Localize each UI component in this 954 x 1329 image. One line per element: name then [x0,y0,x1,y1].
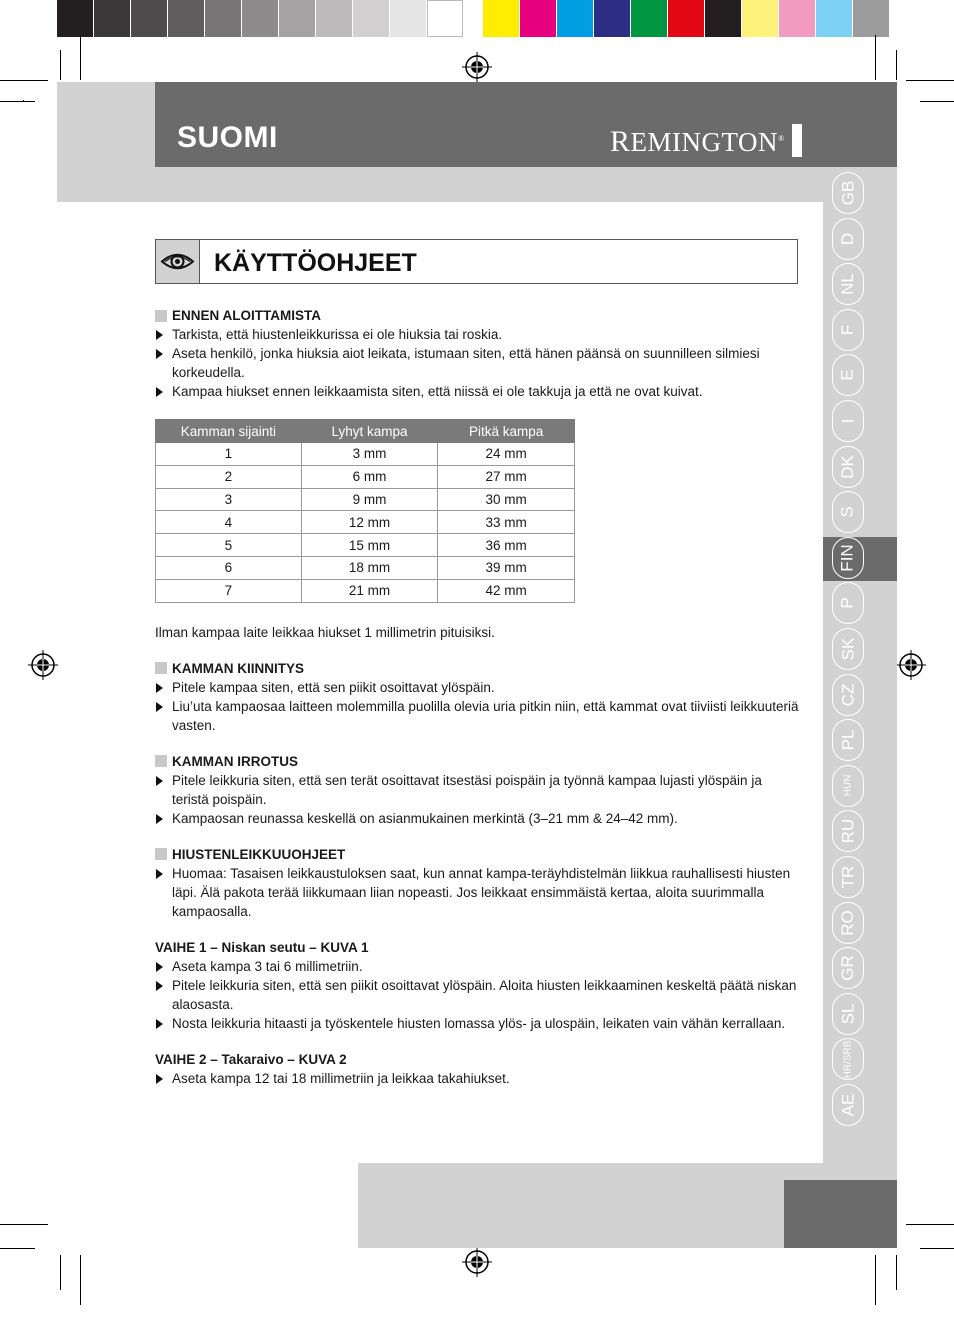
crop-mark [0,101,35,102]
color-swatch [557,0,593,37]
language-tab-nl[interactable] [832,263,864,305]
list-item: Tarkista, että hiustenleikkurissa ei ole hiuksia tai roskia. [155,325,800,344]
registration-mark-icon [462,1247,492,1277]
brand-initial: R [610,125,631,158]
crop-mark [906,1224,954,1225]
color-swatch [427,0,463,37]
crop-mark [80,1255,81,1305]
language-tab-dk[interactable] [832,446,864,488]
language-tab-hr-srb[interactable] [832,1038,864,1080]
color-swatch [631,0,667,37]
table-cell: 18 mm [301,556,438,579]
page-title: SUOMI [177,121,278,154]
list-item: Pitele leikkuria siten, että sen terät osoittavat itsestäsi poispäin ja työnnä kampaa lujasti ylöspäin ja teristä poispäin. [155,771,800,809]
language-tab-label: HUN [842,774,854,797]
list-item: Liu’uta kampaosaa laitteen molemmilla puolilla olevia uria pitkin niin, että kammat ovat tiiviisti leikkuuteriä vasten. [155,697,800,735]
language-tab-gb[interactable] [832,172,864,214]
list-item: Pitele kampaa siten, että sen piikit osoittavat ylöspäin. [155,678,800,697]
crop-mark [0,1248,35,1249]
language-tab-label: SK [838,637,857,661]
language-tab-label: AE [838,1093,857,1117]
section-title: KÄYTTÖOHJEET [214,249,417,277]
table-cell: 6 [156,556,302,579]
color-swatch [742,0,778,37]
crop-mark [0,80,48,81]
step-heading: VAIHE 1 – Niskan seutu – KUVA 1 [155,939,369,955]
crop-mark [875,1255,876,1305]
table-cell: 30 mm [438,488,575,511]
language-tab-sk[interactable] [832,628,864,670]
language-tab-label: HR/SRB [842,1040,854,1079]
language-tab-label: GB [838,180,857,206]
language-tab-label: SL [837,1003,857,1025]
color-swatch [483,0,519,37]
list-item: Kampaosan reunassa keskellä on asianmukainen merkintä (3–21 mm & 24–42 mm). [155,809,800,828]
table-cell: 36 mm [438,534,575,557]
subheading-text: KAMMAN KIINNITYS [172,660,304,676]
crop-mark [920,101,954,102]
table-cell: 5 [156,534,302,557]
table-cell: 12 mm [301,511,438,534]
language-tab-ae[interactable] [832,1084,864,1126]
language-tab-label: P [838,597,857,610]
square-bullet-icon [155,662,167,674]
brand-logo [610,125,785,159]
table-cell: 9 mm [301,488,438,511]
crop-mark [920,1248,954,1249]
table-cell: 1 [156,443,302,466]
table-row [156,488,575,511]
language-tab-label: E [838,369,857,382]
color-swatch [816,0,852,37]
language-tab-f[interactable] [832,309,864,351]
square-bullet-icon [155,310,167,322]
table-cell: 7 [156,579,302,602]
color-swatch [57,0,93,37]
subheading-remove-comb [155,752,800,771]
language-tab-pl[interactable] [832,719,864,761]
language-tab-cz[interactable] [832,674,864,716]
crop-mark [80,35,81,80]
crop-mark [906,80,954,81]
subheading-text: ENNEN ALOITTAMISTA [172,308,321,323]
square-bullet-icon [155,848,167,860]
table-cell: 2 [156,465,302,488]
language-tab-label: GR [838,955,857,981]
language-tab-label: RO [838,909,857,936]
crop-mark [0,1224,48,1225]
color-swatch [316,0,352,37]
color-swatch [279,0,315,37]
table-cell: 21 mm [301,579,438,602]
brand-mark: ® [778,134,785,143]
crop-mark [875,35,876,80]
table-cell: 3 mm [301,443,438,466]
language-tab-label: PL [837,729,857,751]
color-swatch [853,0,889,37]
brand-bar [792,124,802,157]
step-heading: VAIHE 2 – Takaraivo – KUVA 2 [155,1051,347,1067]
comb-table [155,419,575,603]
table-row [156,556,575,579]
language-tab-label: D [838,232,857,245]
language-tab-gr[interactable] [832,947,864,989]
registration-mark-icon [28,650,58,680]
table-cell: 42 mm [438,579,575,602]
color-swatch [779,0,815,37]
table-row [156,579,575,602]
column-header: Kamman sijainti [156,420,302,443]
language-tab-e[interactable] [832,354,864,396]
language-tab-p[interactable] [832,582,864,624]
list-item: Kampaa hiukset ennen leikkaamista siten, että niissä ei ole takkuja ja että ne ovat kuivat. [155,382,800,401]
table-header-row [156,420,575,443]
color-swatch [705,0,741,37]
brand-rest: EMINGTON [630,127,779,157]
language-tab-s[interactable] [832,491,864,533]
column-header: Lyhyt kampa [301,420,438,443]
language-tab-label: DK [838,454,857,479]
language-tab-label: FIN [837,544,857,572]
language-tab-label: TR [837,865,857,889]
column-header: Pitkä kampa [438,420,575,443]
table-row [156,465,575,488]
table-cell: 24 mm [438,443,575,466]
color-swatch [242,0,278,37]
crop-mark [60,1255,61,1290]
crop-mark [896,1255,897,1290]
language-tab-fin[interactable] [832,537,864,579]
list-item: Aseta henkilö, jonka hiuksia aiot leikata, istumaan siten, että hänen päänsä on suunnilleen silmiesi korkeudella. [155,344,800,382]
table-cell: 15 mm [301,534,438,557]
list-item: Nosta leikkuria hitaasti ja työskentele hiusten lomassa ylös- ja ulospäin, leikaten vain vähän kerrallaan. [155,1014,800,1033]
list-item: Aseta kampa 3 tai 6 millimetriin. [155,957,800,976]
subheading-text: HIUSTENLEIKKUUOHJEET [172,846,346,862]
language-tab-tr[interactable] [832,856,864,898]
subheading-attach-comb [155,659,800,678]
list [155,325,800,401]
color-bar-process [483,0,890,38]
language-tab-d[interactable] [832,218,864,260]
registration-mark-icon [896,650,926,680]
color-swatch [668,0,704,37]
table-cell: 4 [156,511,302,534]
color-swatch [594,0,630,37]
section-icon-cell [156,240,200,283]
language-tab-i[interactable] [832,400,864,442]
table-cell: 6 mm [301,465,438,488]
table-row [156,443,575,466]
table-cell: 33 mm [438,511,575,534]
subheading-text: KAMMAN IRROTUS [172,753,298,769]
table-cell: 3 [156,488,302,511]
square-bullet-icon [155,755,167,767]
color-bar-grays [57,0,464,38]
color-swatch [131,0,167,37]
content [155,306,800,1088]
language-tab-label: S [838,506,857,518]
footer-page-block [784,1180,897,1248]
color-swatch [353,0,389,37]
language-tab-label: RU [838,819,857,844]
language-tab-label: CZ [837,683,857,706]
language-tab-label: NL [837,273,857,296]
crop-mark [60,50,61,80]
registration-mark-icon [462,52,492,82]
table-row [156,511,575,534]
color-swatch [520,0,556,37]
color-swatch [205,0,241,37]
crop-mark [896,50,897,80]
table-cell: 27 mm [438,465,575,488]
subheading-haircut-guide [155,845,800,864]
language-tab-sl[interactable] [832,993,864,1035]
language-tab-ro[interactable] [832,902,864,944]
language-tab-ru[interactable] [832,810,864,852]
color-swatch [168,0,204,37]
language-tab-label: F [837,324,857,335]
list-item: Pitele leikkuria siten, että sen piikit osoittavat ylöspäin. Aloita hiusten leikkaaminen keskeltä päätä niskan alaosasta. [155,976,800,1014]
language-tab-label: I [837,418,857,424]
subheading-before-start [155,306,800,325]
eye-icon [156,240,199,283]
list-item: Huomaa: Tasaisen leikkaustuloksen saat, kun annat kampa-teräyhdistelmän liikkua rauhallisesti hiusten läpi. Älä pakota terää liikkumaan liian nopeasti. Jos leikkaat ensimmäistä kertaa, aloita suurimmalla kampaosalla. [155,864,800,921]
no-comb-note: Ilman kampaa laite leikkaa hiukset 1 millimetrin pituisiksi. [155,624,495,640]
list-item: Aseta kampa 12 tai 18 millimetriin ja leikkaa takahiukset. [155,1069,800,1088]
language-tab-hun[interactable] [832,765,864,807]
table-row [156,534,575,557]
table-cell: 39 mm [438,556,575,579]
color-swatch [390,0,426,37]
color-swatch [94,0,130,37]
